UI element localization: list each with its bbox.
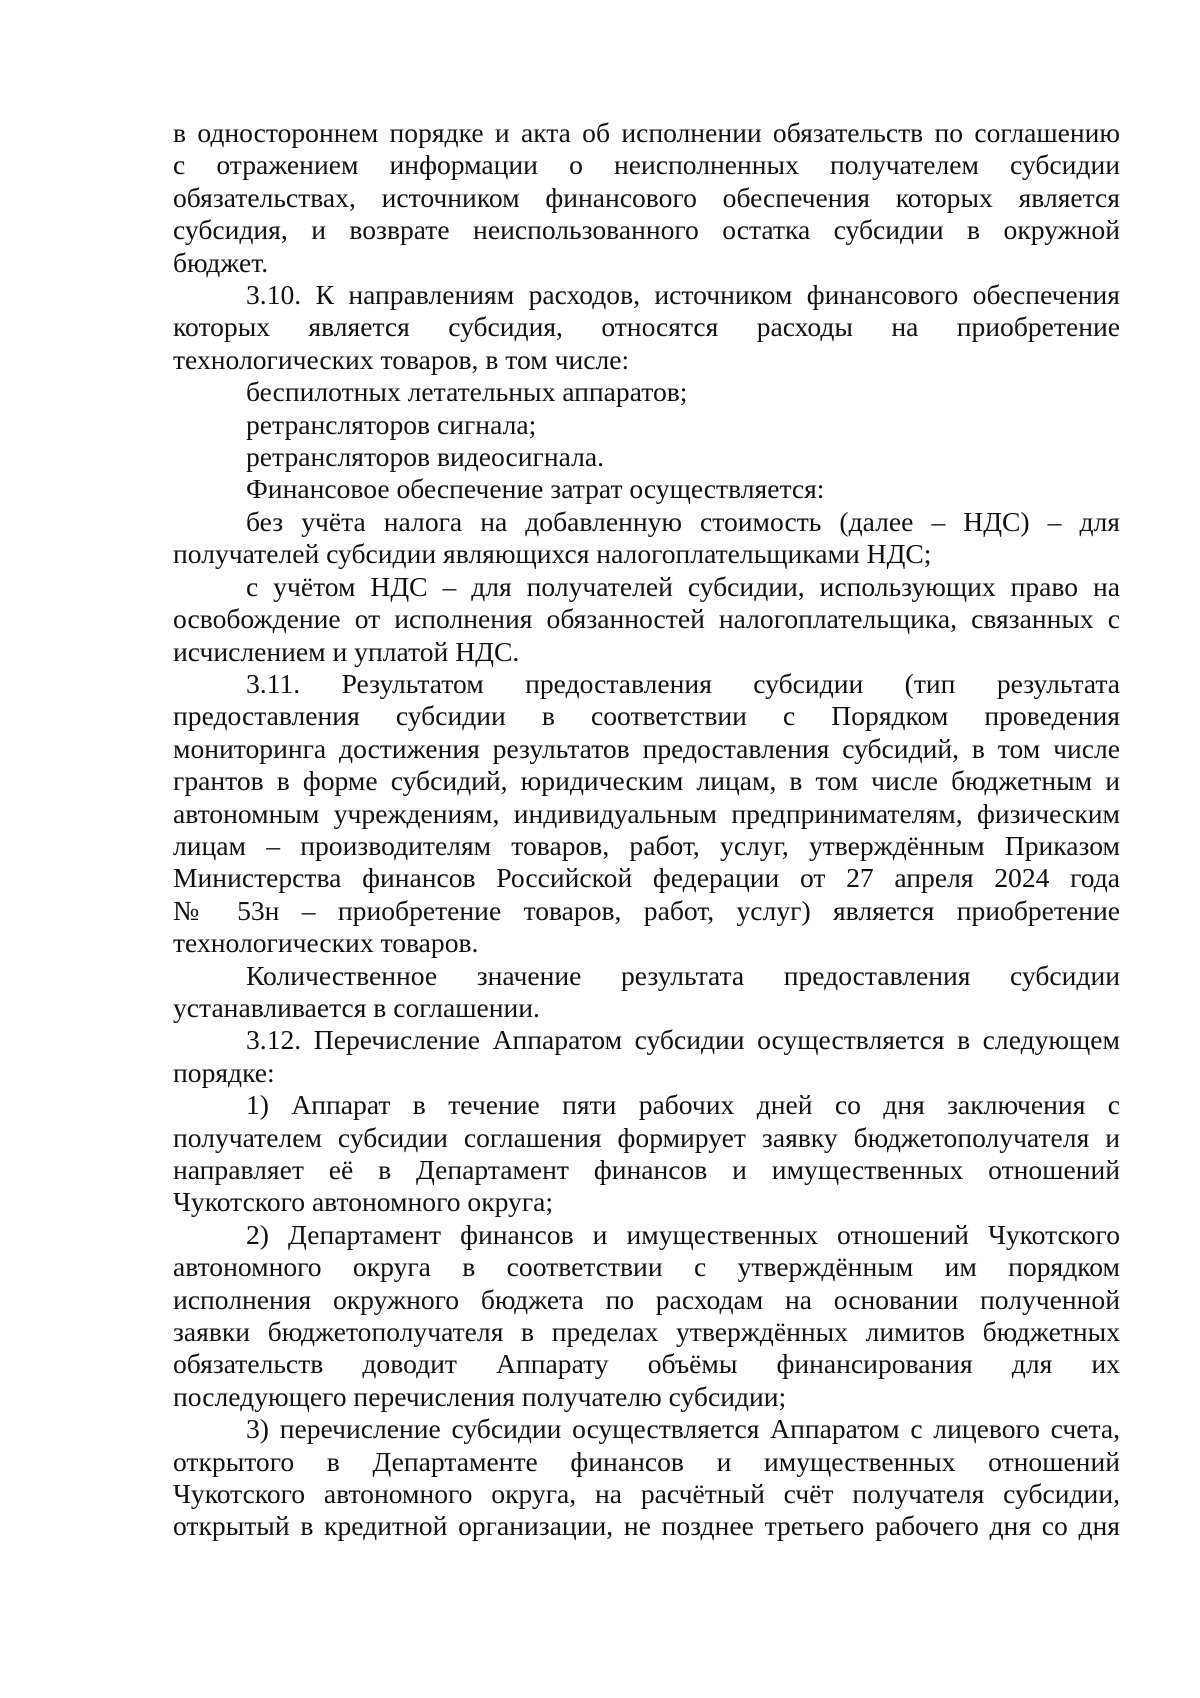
text-line: освобождение от исполнения обязанностей налогоплательщика, связанных с xyxy=(173,603,1120,635)
text-line: 2) Департамент финансов и имущественных отношений Чукотского xyxy=(246,1218,1120,1250)
paragraph-p0 xyxy=(173,117,1120,279)
text-line: заявки бюджетополучателя в пределах утверждённых лимитов бюджетных xyxy=(173,1316,1120,1348)
text-line: направляет её в Департамент финансов и имущественных отношений xyxy=(173,1154,1120,1185)
text-line: технологических товаров. xyxy=(173,927,479,959)
text-line: обязательствах, источником финансового обеспечения которых является xyxy=(173,181,1120,213)
text-line: 3) перечисление субсидии осуществляется Аппаратом с лицевого счета, xyxy=(246,1413,1120,1445)
text-line: исполнения окружного бюджета по расходам на основании полученной xyxy=(173,1283,1120,1315)
text-line: 3.10. К направлениям расходов, источником финансового обеспечения xyxy=(246,279,1120,311)
paragraph-p1 xyxy=(173,279,1120,376)
text-line: устанавливается в соглашении. xyxy=(173,991,540,1023)
text-line: бюджет. xyxy=(173,246,269,278)
text-line: автономным учреждениям, индивидуальным предпринимателям, физическим xyxy=(173,797,1120,829)
paragraph-p7 xyxy=(173,571,1120,668)
text-line: лицам – производителям товаров, работ, услуг, утверждённым Приказом xyxy=(173,829,1120,861)
text-line: субсидия, и возврате неиспользованного остатка субсидии в окружной xyxy=(173,214,1120,246)
text-line: ретрансляторов сигнала; xyxy=(246,408,537,440)
text-line: исчислением и уплатой НДС. xyxy=(173,635,520,667)
text-line: предоставления субсидии в соответствии с Порядком проведения xyxy=(173,700,1120,732)
paragraph-p10 xyxy=(173,1024,1120,1089)
text-line: получателем субсидии соглашения формирует заявку бюджетополучателя и xyxy=(173,1121,1120,1153)
text-line: Министерства финансов Российской федерации от 27 апреля 2024 года xyxy=(173,862,1120,894)
text-line: открытый в кредитной организации, не позднее третьего рабочего дня со дня xyxy=(173,1510,1120,1542)
paragraph-p8 xyxy=(173,668,1120,960)
text-line: технологических товаров, в том числе: xyxy=(173,343,630,375)
text-line: Чукотского автономного округа, на расчётный счёт получателя субсидии, xyxy=(173,1478,1120,1510)
paragraph-p9 xyxy=(173,960,1120,1025)
text-line: Количественное значение результата предоставления субсидии xyxy=(246,959,1120,991)
text-line: 3.11. Результатом предоставления субсидии (тип результата xyxy=(246,667,1120,699)
text-line: Финансовое обеспечение затрат осуществляется: xyxy=(246,473,825,505)
paragraph-p5 xyxy=(173,473,1120,505)
text-line: последующего перечисления получателю субсидии; xyxy=(173,1380,787,1412)
paragraph-p3 xyxy=(173,409,1120,441)
text-line: без учёта налога на добавленную стоимость (далее – НДС) – для xyxy=(246,505,1120,537)
text-line: автономного округа в соответствии с утверждённым им порядком xyxy=(173,1251,1120,1283)
text-line: которых является субсидия, относятся расходы на приобретение xyxy=(173,311,1120,343)
paragraph-p6 xyxy=(173,506,1120,571)
text-line: 3.12. Перечисление Аппаратом субсидии осуществляется в следующем xyxy=(246,1024,1120,1056)
text-line: беспилотных летательных аппаратов; xyxy=(246,376,688,408)
paragraph-p2 xyxy=(173,376,1120,408)
text-line: 1) Аппарат в течение пяти рабочих дней со дня заключения с xyxy=(246,1089,1120,1121)
text-line: грантов в форме субсидий, юридическим лицам, в том числе бюджетным и xyxy=(173,765,1120,797)
text-line: порядке: xyxy=(173,1056,275,1088)
document-page xyxy=(173,117,1120,1543)
text-line: открытого в Департаменте финансов и имущественных отношений xyxy=(173,1445,1120,1477)
text-line: № 53н – приобретение товаров, работ, услуг) является приобретение xyxy=(173,894,1120,926)
text-line: с учётом НДС – для получателей субсидии, использующих право на xyxy=(246,570,1120,602)
text-line: обязательств доводит Аппарату объёмы финансирования для их xyxy=(173,1348,1120,1380)
text-line: ретрансляторов видеосигнала. xyxy=(246,441,605,473)
text-line: с отражением информации о неисполненных получателем субсидии xyxy=(173,149,1120,181)
paragraph-p12 xyxy=(173,1219,1120,1413)
text-line: мониторинга достижения результатов предоставления субсидий, в том числе xyxy=(173,732,1120,764)
text-line: Чукотского автономного округа; xyxy=(173,1186,554,1218)
text-line: получателей субсидии являющихся налогоплательщиками НДС; xyxy=(173,538,932,570)
text-line: в одностороннем порядке и акта об исполнении обязательств по соглашению xyxy=(173,117,1120,148)
paragraph-p4 xyxy=(173,441,1120,473)
paragraph-p13 xyxy=(173,1413,1120,1543)
paragraph-p11 xyxy=(173,1089,1120,1219)
